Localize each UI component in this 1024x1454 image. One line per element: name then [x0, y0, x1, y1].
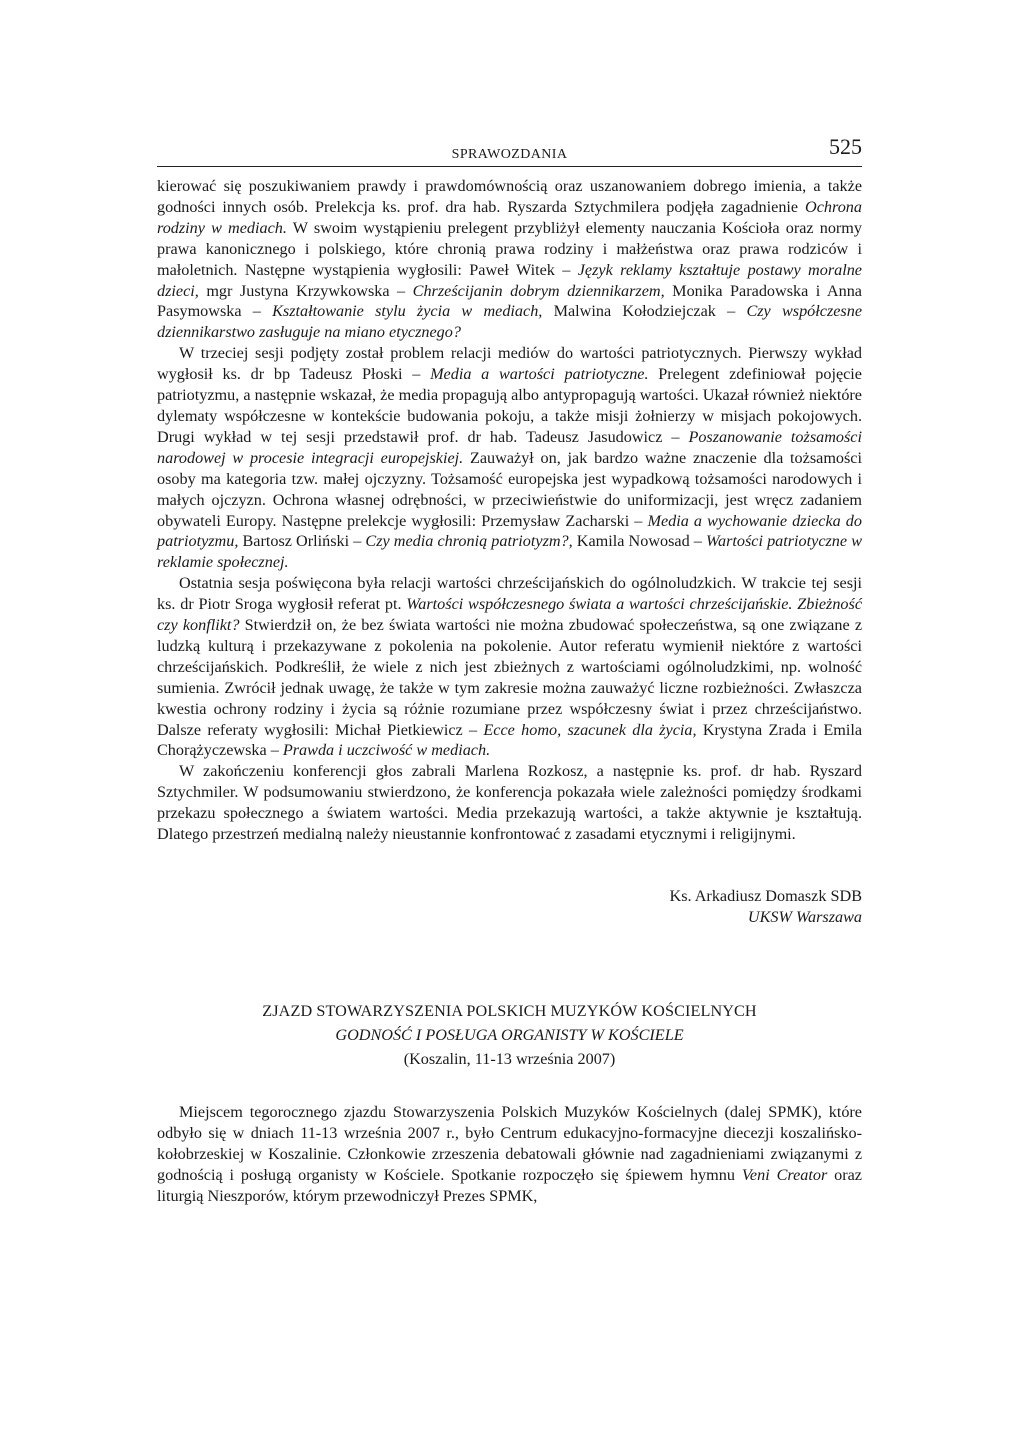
italic-title-run: Prawda i uczciwość w mediach.: [282, 741, 491, 760]
text-run: W trzeciej sesji podjęty został problem relacji mediów do wartości patriotycznych. Pierwszy wykład wygłosił ks. dr bp Tadeusz Płoski –: [157, 344, 862, 384]
text-run: Kamila Nowosad –: [572, 532, 706, 551]
text-run: Ostatnia sesja poświęcona była relacji wartości chrześcijańskich do ogólnoludzkich. W trakcie tej sesji ks. dr Piotr Sroga wygłosił referat pt.: [157, 574, 862, 614]
report-heading: [157, 999, 862, 1071]
article-body-1: [157, 176, 862, 845]
italic-title-run: Czy media chronią patriotyzm?,: [365, 532, 573, 551]
paragraph: [157, 343, 862, 573]
text-run: kierować się poszukiwaniem prawdy i prawdomównością oraz uszanowaniem dobrego imienia, a także godności innych osób. Prelekcja ks. prof. dra hab. Ryszarda Sztychmilera podjęła zagadnienie: [157, 177, 862, 216]
article-body-2: [157, 1102, 862, 1207]
text-run: Miejscem tegorocznego zjazdu Stowarzyszenia Polskich Muzyków Kościelnych (dalej SPMK), które odbyło się w dniach 11-13 września 2007 r., było Centrum edukacyjno-formacyjne diecezji koszalińsko-kołobrzeskiej w Koszalinie. Członkowie zrzeszenia debatowali głównie nad zagadnieniami związanymi z godnością i posługą organisty w Kościele. Spotkanie rozpoczęło się śpiewem hymnu: [157, 1103, 862, 1184]
paragraph: [157, 176, 862, 343]
text-run: Stwierdził on, że bez świata wartości nie można zbudować społeczeństwa, są one związane z ludzką kulturą i przekazywane z pokolenia na pokolenie. Autor referatu wymienił niektóre z wartości chrześcijańskich. Podkreślił, że wiele z nich jest zbieżnych z wartościami ogólnoludzkimi, np. wolność sumienia. Zwrócił jednak uwagę, że także w tym zakresie można zauważyć liczne rozbieżności. Zwłaszcza kwestia ochrony rodziny i życia są różnie rozumiane przez współczesny świat i przez chrześcijaństwo. Dalsze referaty wygłosili: Michał Pietkiewicz –: [157, 616, 862, 739]
paragraph: [157, 573, 862, 761]
report-subtitle: GODNOŚĆ I POSŁUGA ORGANISTY W KOŚCIELE: [335, 1026, 684, 1044]
paragraph: [157, 761, 862, 845]
page: [157, 132, 862, 1207]
section-title: SPRAWOZDANIA: [451, 147, 568, 162]
text-run: Krystyna Zrada i Emila Chorążyczewska –: [157, 720, 863, 760]
text-run: W zakończeniu konferencji głos zabrali Marlena Rozkosz, a następnie ks. prof. dr hab. Ryszard Sztychmiler. W podsumowaniu stwierdzono, że konferencja pokazała wiele zależności pomiędzy środkami przekazu społecznego a światem wartości. Media przekazują wartości, a także aktywnie je kształtują. Dlatego przestrzeń medialną należy nieustannie konfrontować z zasadami etycznymi i religijnymi.: [157, 762, 862, 844]
author-name: Ks. Arkadiusz Domaszk SDB: [669, 887, 862, 905]
italic-title-run: Chrześcijanin dobrym dziennikarzem,: [412, 281, 665, 300]
page-number: 525: [829, 134, 862, 159]
paragraph: [157, 1102, 862, 1207]
italic-title-run: Media a wartości patriotyczne.: [430, 365, 649, 384]
italic-title-run: Czy współczesne dziennikarstwo zasługuje na miano etycznego?: [157, 302, 863, 342]
text-run: mgr Justyna Krzywkowska –: [198, 281, 413, 300]
italic-title-run: Ecce homo, szacunek dla życia,: [483, 720, 697, 739]
report-place-date: (Koszalin, 11-13 września 2007): [403, 1050, 616, 1068]
report-title: ZJAZD STOWARZYSZENIA POLSKICH MUZYKÓW KOŚCIELNYCH: [262, 1002, 757, 1020]
italic-title-run: Media a wychowanie dziecka do patriotyzmu,: [157, 511, 862, 551]
text-run: oraz liturgią Nieszporów, którym przewodniczył Prezes SPMK,: [157, 1165, 862, 1205]
text-run: Monika Paradowska i Anna Pasymowska –: [157, 281, 862, 321]
text-run: Bartosz Orliński –: [238, 532, 366, 551]
text-run: Prelegent zdefiniował pojęcie patriotyzmu, a następnie wskazał, że media propagują albo antypropagują wartości. Ukazał również niektóre dylematy współczesne w kontekście budowania pokoju, a także misji żołnierzy w misjach pokojowych. Drugi wykład w tej sesji przedstawił prof. dr hab. Tadeusz Jasudowicz –: [157, 365, 862, 446]
running-head: [157, 132, 862, 167]
italic-title-run: Kształtowanie stylu życia w mediach,: [272, 302, 543, 321]
italic-title-run: Ochrona rodziny w mediach.: [157, 197, 862, 237]
italic-title-run: Wartości współczesnego świata a wartości chrześcijańskie. Zbieżność czy konflikt?: [157, 595, 863, 635]
italic-title-run: Wartości patriotyczne w reklamie społecznej.: [157, 532, 862, 572]
italic-title-run: Język reklamy kształtuje postawy moralne dzieci,: [157, 260, 862, 300]
text-run: Malwina Kołodziejczak –: [542, 302, 747, 321]
text-run: Zauważył on, jak bardzo ważne znaczenie dla tożsamości osoby ma kategoria tzw. małej ojczyzny. Tożsamość europejska jest wypadkową tożsamości narodowych i małych ojczyzn. Ochrona własnej odrębności, w przeciwieństwie do uniformizacji, jest wręcz zadaniem obywateli Europy. Następne prelekcje wygłosili: Przemysław Zacharski –: [157, 448, 862, 530]
italic-title-run: Poszanowanie tożsamości narodowej w procesie integracji europejskiej.: [157, 427, 862, 467]
author-signature: [157, 886, 862, 928]
italic-title-run: Veni Creator: [741, 1165, 828, 1184]
text-run: W swoim wystąpieniu prelegent przybliżył elementy nauczania Kościoła oraz normy prawa kanonicznego i polskiego, które chronią prawa rodziny i małżeństwa oraz prawa rodziców i małoletnich. Następne wystąpienia wygłosili: Paweł Witek –: [157, 218, 862, 279]
author-affiliation: UKSW Warszawa: [747, 908, 862, 926]
